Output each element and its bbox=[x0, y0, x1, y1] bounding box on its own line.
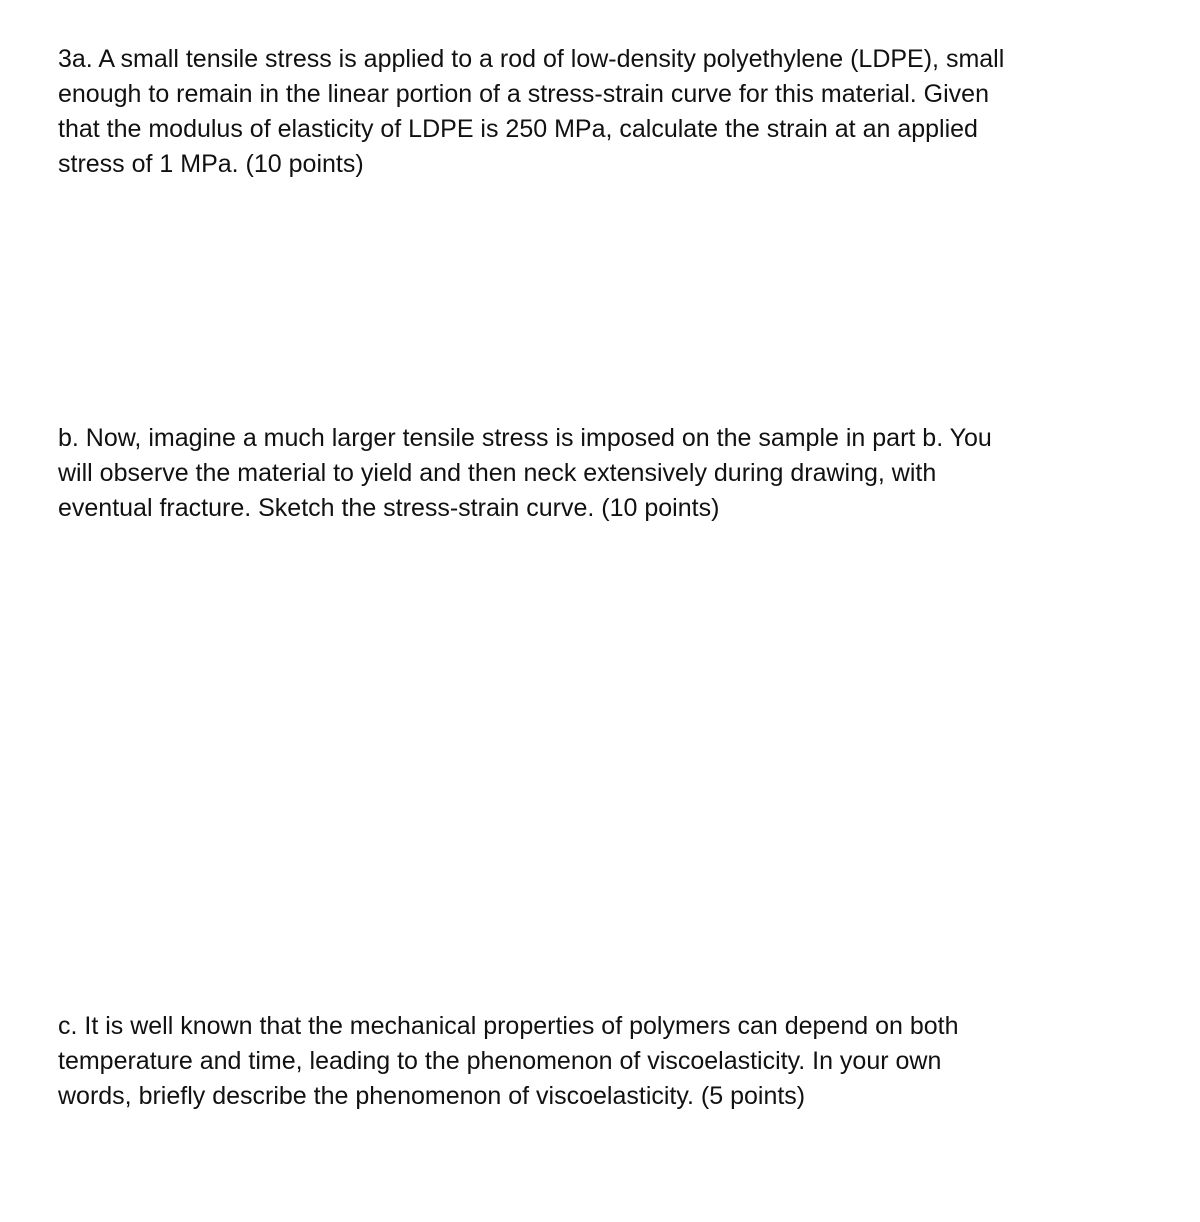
question-line: that the modulus of elasticity of LDPE is 250 MPa, calculate the strain at an applied bbox=[58, 115, 978, 143]
question-3a bbox=[58, 42, 1058, 182]
question-line: words, briefly describe the phenomenon of viscoelasticity. (5 points) bbox=[58, 1082, 806, 1110]
question-line: stress of 1 MPa. (10 points) bbox=[58, 150, 364, 178]
question-line: b. Now, imagine a much larger tensile stress is imposed on the sample in part b. You bbox=[58, 424, 992, 452]
question-line: c. It is well known that the mechanical properties of polymers can depend on both bbox=[58, 1012, 959, 1040]
question-3b bbox=[58, 421, 1058, 526]
question-line: will observe the material to yield and then neck extensively during drawing, with bbox=[58, 459, 937, 487]
question-3c bbox=[58, 1009, 1058, 1114]
question-line: enough to remain in the linear portion of a stress-strain curve for this material. Given bbox=[58, 80, 989, 108]
question-line: temperature and time, leading to the phenomenon of viscoelasticity. In your own bbox=[58, 1047, 942, 1075]
question-line: 3a. A small tensile stress is applied to a rod of low-density polyethylene (LDPE), small bbox=[58, 45, 1005, 73]
question-line: eventual fracture. Sketch the stress-strain curve. (10 points) bbox=[58, 494, 720, 522]
